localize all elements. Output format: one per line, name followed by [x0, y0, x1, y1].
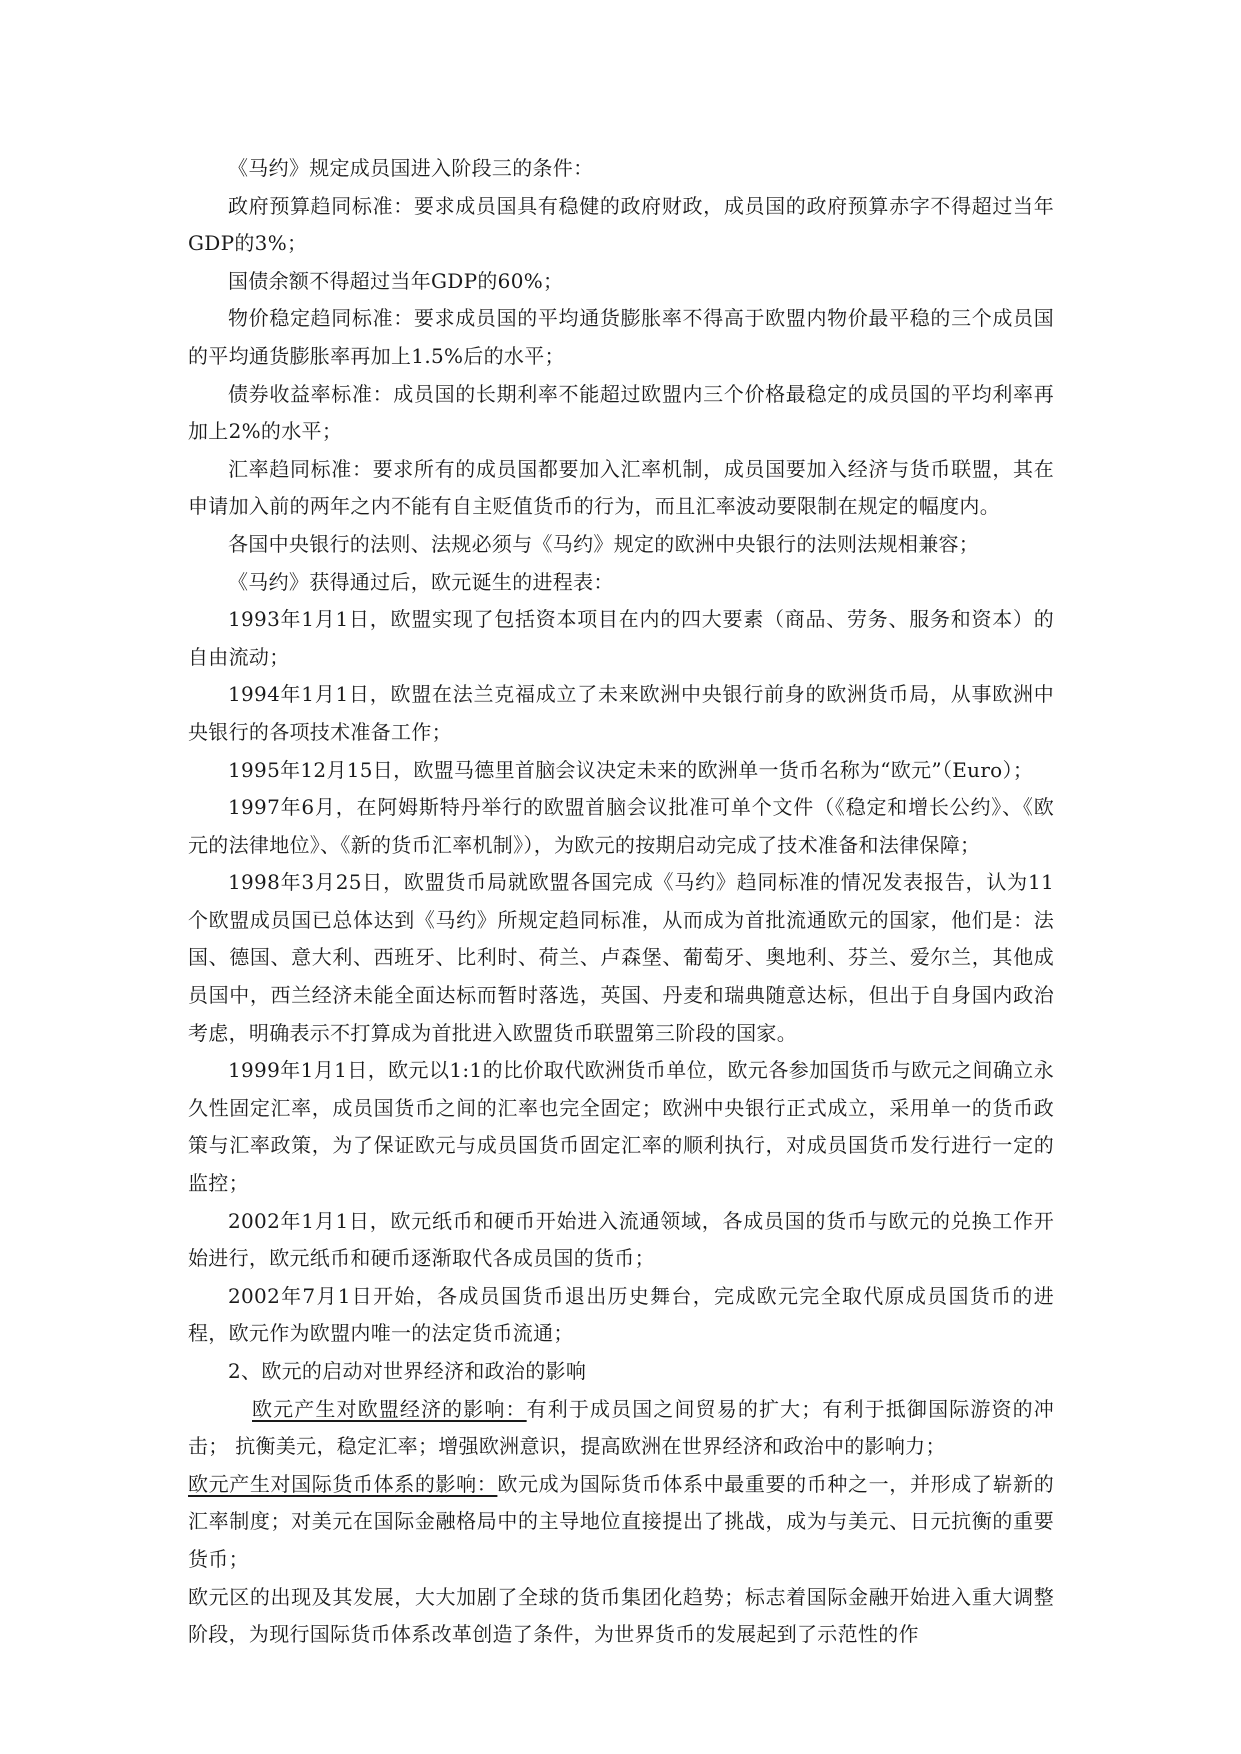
- paragraph-text: 有利于成员国之间贸易的扩大；有利于抵御国际游资的冲击； 抗衡美元，稳定汇率；增强欧洲意识，提高欧洲在世界经济和政治中的影响力；: [188, 1396, 1055, 1459]
- paragraph: 1994年1月1日，欧盟在法兰克福成立了未来欧洲中央银行前身的欧洲货币局，从事欧洲中央银行的各项技术准备工作；: [188, 682, 1054, 744]
- paragraph: 各国中央银行的法则、法规必须与《马约》规定的欧洲中央银行的法则法规相兼容；: [228, 531, 980, 556]
- paragraph-text: 欧元成为国际货币体系中最重要的币种之一，并形成了崭新的汇率制度；对美元在国际金融格局中的主导地位直接提出了挑战，成为与美元、日元抗衡的重要货币；: [188, 1471, 1054, 1571]
- document-body: [188, 150, 1054, 1654]
- paragraph: 政府预算趋同标准：要求成员国具有稳健的政府财政，成员国的政府预算赤字不得超过当年GDP的3%；: [188, 193, 1054, 256]
- paragraph: 1997年6月，在阿姆斯特丹举行的欧盟首脑会议批准可单个文件（《稳定和增长公约》、《欧元的法律地位》、《新的货币汇率机制》），为欧元的按期启动完成了技术准备和法律保障；: [188, 795, 1054, 857]
- underlined-lead: 欧元产生对欧盟经济的影响：: [252, 1396, 527, 1421]
- paragraph: 2002年7月1日开始，各成员国货币退出历史舞台，完成欧元完全取代原成员国货币的进程，欧元作为欧盟内唯一的法定货币流通；: [188, 1283, 1054, 1346]
- paragraph: 《马约》获得通过后，欧元诞生的进程表：: [228, 569, 614, 594]
- paragraph: 1999年1月1日，欧元以1:1的比价取代欧洲货币单位，欧元各参加国货币与欧元之间确立永久性固定汇率，成员国货币之间的汇率也完全固定；欧洲中央银行正式成立，采用单一的货币政策与汇率政策，为了保证欧元与成员国货币固定汇率的顺利执行，对成员国货币发行进行一定的监控；: [188, 1058, 1054, 1196]
- paragraph: 物价稳定趋同标准：要求成员国的平均通货膨胀率不得高于欧盟内物价最平稳的三个成员国的平均通货膨胀率再加上1.5%后的水平；: [188, 306, 1054, 368]
- paragraph: 1995年12月15日，欧盟马德里首脑会议决定未来的欧洲单一货币名称为“欧元”（Euro）；: [228, 757, 1034, 782]
- paragraph: [188, 1391, 1054, 1466]
- paragraph: 汇率趋同标准：要求所有的成员国都要加入汇率机制，成员国要加入经济与货币联盟，其在申请加入前的两年之内不能有自主贬值货币的行为，而且汇率波动要限制在规定的幅度内。: [188, 456, 1054, 519]
- paragraph: [188, 1466, 1054, 1579]
- paragraph: 2002年1月1日，欧元纸币和硬币开始进入流通领域，各成员国的货币与欧元的兑换工作开始进行，欧元纸币和硬币逐渐取代各成员国的货币；: [188, 1208, 1054, 1271]
- paragraph: 《马约》规定成员国进入阶段三的条件：: [228, 156, 594, 180]
- paragraph: 欧元区的出现及其发展，大大加剧了全球的货币集团化趋势；标志着国际金融开始进入重大调整阶段，为现行国际货币体系改革创造了条件，为世界货币的发展起到了示范性的作: [188, 1584, 1054, 1647]
- section-heading: 2、欧元的启动对世界经济和政治的影响: [228, 1359, 587, 1383]
- paragraph: 国债余额不得超过当年GDP的60%；: [228, 268, 564, 293]
- paragraph: 1998年3月25日，欧盟货币局就欧盟各国完成《马约》趋同标准的情况发表报告，认为11个欧盟成员国已总体达到《马约》所规定趋同标准，从而成为首批流通欧元的国家，他们是：法国、德国、意大利、西班牙、比利时、荷兰、卢森堡、葡萄牙、奥地利、芬兰、爱尔兰，其他成员国中，西兰经济未能全面达标而暂时落选，英国、丹麦和瑞典随意达标，但出于自身国内政治考虑，明确表示不打算成为首批进入欧盟货币联盟第三阶段的国家。: [188, 870, 1054, 1045]
- underlined-lead: 欧元产生对国际货币体系的影响：: [188, 1471, 498, 1496]
- paragraph: 债券收益率标准：成员国的长期利率不能超过欧盟内三个价格最稳定的成员国的平均利率再加上2%的水平；: [188, 381, 1054, 444]
- paragraph: 1993年1月1日，欧盟实现了包括资本项目在内的四大要素（商品、劳务、服务和资本）的自由流动；: [188, 607, 1054, 669]
